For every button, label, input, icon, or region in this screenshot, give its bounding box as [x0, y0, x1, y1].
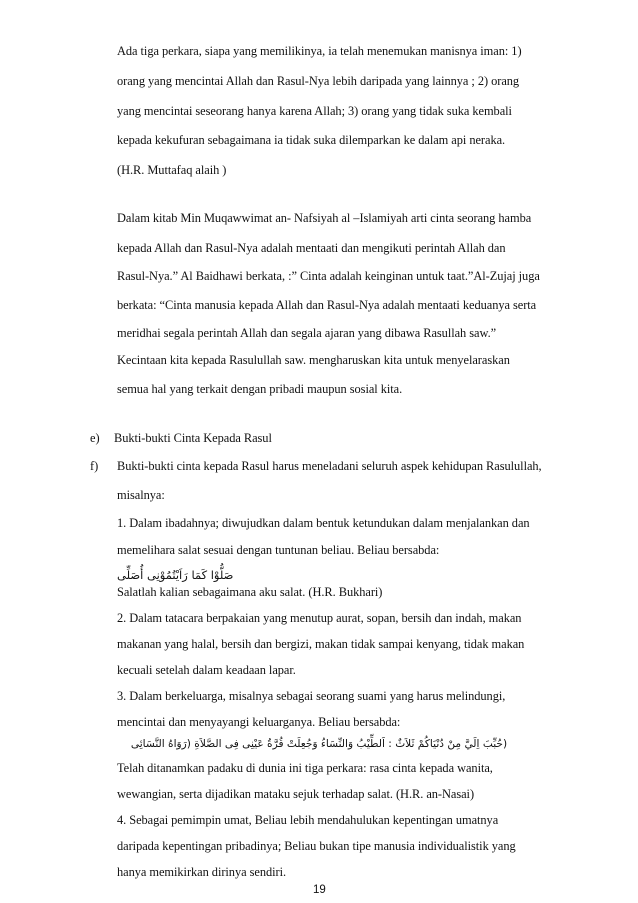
list-item-heading: Bukti-bukti Cinta Kepada Rasul: [114, 431, 272, 445]
text-line: (H.R. Muttafaq alaih ): [117, 163, 227, 177]
list-marker: e): [90, 431, 100, 445]
text-line: Salatlah kalian sebagaimana aku salat. (H.R. Bukhari): [117, 585, 383, 599]
list-marker: f): [90, 459, 99, 473]
list-item-heading: Bukti-bukti cinta kepada Rasul harus meneladani seluruh aspek kehidupan Rasulullah,: [117, 459, 542, 473]
text-line: berkata: “Cinta manusia kepada Allah dan Rasul-Nya adalah mentaati keduanya serta: [117, 298, 537, 312]
text-line: meridhai segala perintah Allah dan segala ajaran yang dibawa Rasullah saw.”: [117, 326, 497, 340]
text-line: mencintai dan menyayangi keluarganya. Beliau bersabda:: [117, 715, 401, 729]
text-line: yang mencintai seseorang hanya karena Allah; 3) orang yang tidak suka kembali: [117, 104, 512, 118]
text-line: kecuali setelah dalam keadaan lapar.: [117, 663, 296, 677]
text-line: semua hal yang terkait dengan pribadi maupun sosial kita.: [117, 382, 403, 396]
text-line: Rasul-Nya.” Al Baidhawi berkata, :” Cinta adalah keinginan untuk taat.”Al-Zujaj juga: [117, 269, 540, 283]
text-line: memelihara salat sesuai dengan tuntunan beliau. Beliau bersabda:: [117, 543, 440, 557]
arabic-hadith-prayer: صَلُّوْا كَمَا رَاَيْتُمُوْنِى أُصَلِّى: [117, 568, 234, 582]
text-line: Dalam kitab Min Muqawwimat an- Nafsiyah al –Islamiyah arti cinta seorang hamba: [117, 211, 532, 225]
text-line: wewangian, serta dijadikan mataku sejuk terhadap salat. (H.R. an-Nasai): [117, 787, 475, 801]
text-line: 3. Dalam berkeluarga, misalnya sebagai seorang suami yang harus melindungi,: [117, 689, 506, 703]
text-line: 2. Dalam tatacara berpakaian yang menutup aurat, sopan, bersih dan indah, makan: [117, 611, 522, 625]
text-line: daripada kepentingan pribadinya; Beliau bukan tipe manusia individualistik yang: [117, 839, 516, 853]
text-line: hanya memikirkan dirinya sendiri.: [117, 865, 287, 879]
text-line: orang yang mencintai Allah dan Rasul-Nya lebih daripada yang lainnya ; 2) orang: [117, 74, 520, 88]
arabic-hadith-three-things: (حُبِّبَ اِلَيَّ مِنْ دُنْيَاكُمْ ثَلاَثٌ : اَلطِّيْبُ وَالنِّسَاءُ وَجُعِلَتْ قُرَّةُ عَيْنِى فِى الصَّلاَةِ (رَوَاهُ النَّسَائِى: [130, 738, 508, 750]
text-line: 4. Sebagai pemimpin umat, Beliau lebih mendahulukan kepentingan umatnya: [117, 813, 499, 827]
text-line: misalnya:: [117, 488, 165, 502]
text-line: makanan yang halal, bersih dan bergizi, makan tidak sampai kenyang, tidak makan: [117, 637, 525, 651]
text-line: kepada kekufuran sebagaimana ia tidak suka dilemparkan ke dalam api neraka.: [117, 133, 506, 147]
text-line: 1. Dalam ibadahnya; diwujudkan dalam bentuk ketundukan dalam menjalankan dan: [117, 516, 530, 530]
text-line: kepada Allah dan Rasul-Nya adalah mentaati dan mengikuti perintah Allah dan: [117, 241, 506, 255]
text-line: Ada tiga perkara, siapa yang memilikinya, ia telah menemukan manisnya iman: 1): [117, 44, 522, 58]
text-line: Kecintaan kita kepada Rasulullah saw. mengharuskan kita untuk menyelaraskan: [117, 353, 510, 367]
page-number: 19: [313, 884, 326, 896]
text-line: Telah ditanamkan padaku di dunia ini tiga perkara: rasa cinta kepada wanita,: [117, 761, 493, 775]
